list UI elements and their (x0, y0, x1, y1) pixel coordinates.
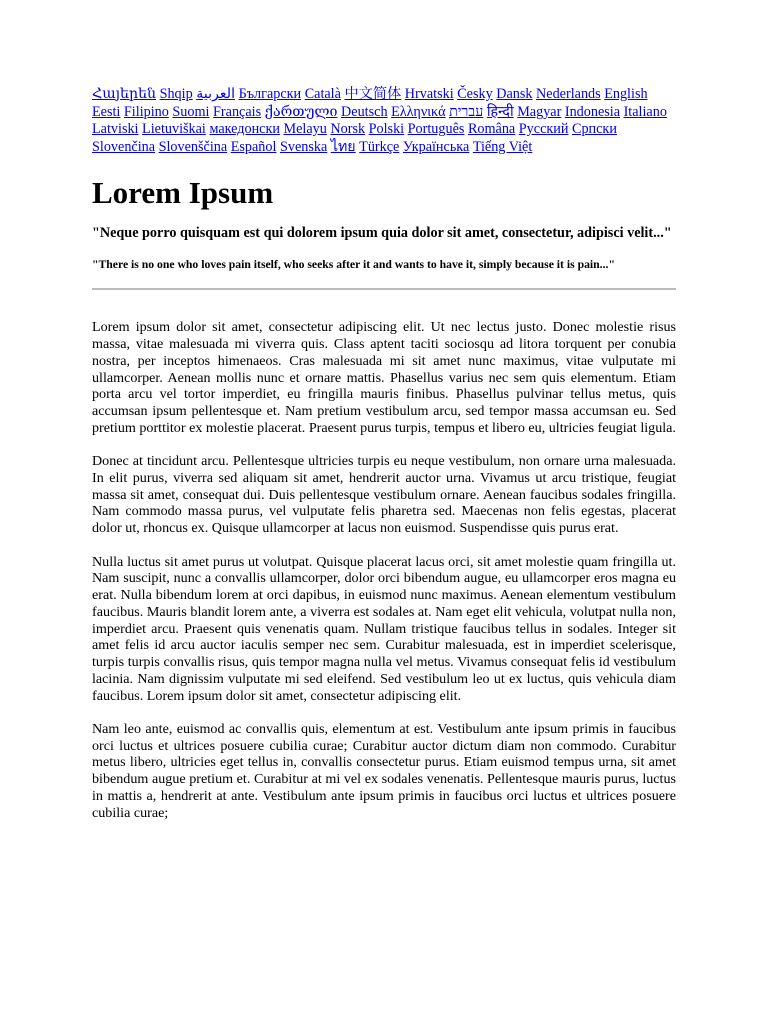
page-title: Lorem Ipsum (92, 175, 274, 211)
language-link[interactable]: македонски (209, 121, 280, 138)
page-content (92, 86, 676, 838)
language-link[interactable]: Latviski (92, 121, 139, 138)
language-link[interactable]: हिन्दी (486, 103, 514, 120)
content-paragraph: Nam leo ante, euismod ac convallis quis, elementum at est. Vestibulum ante ipsum primis in faucibus orci luctus et ultrices posuere cubilia curae; Curabitur auctor dictum diam non commodo. Curabitur metus libero, ultricies eget tellus in, convallis consectetur purus. Etiam euismod tempus urna, sit amet bibendum augue pretium et. Curabitur at mi vel ex sodales venenatis. Pellentesque mauris purus, luctus in mattis a, hendrerit at ante. Vestibulum ante ipsum primis in faucibus orci luctus et ultrices posuere cubilia curae; (92, 720, 676, 821)
language-link[interactable]: Deutsch (341, 103, 388, 120)
language-link[interactable]: Lietuviškai (142, 121, 206, 138)
language-link[interactable]: Slovenščina (158, 138, 228, 155)
language-link[interactable]: Български (238, 86, 302, 102)
language-link[interactable]: Svenska (279, 138, 328, 155)
language-link[interactable]: ไทย (330, 138, 356, 155)
language-link[interactable]: 中文简体 (344, 86, 402, 102)
language-link[interactable]: Tiếng Việt (472, 138, 533, 155)
language-link[interactable]: ქართული (264, 103, 338, 120)
language-link[interactable]: Français (213, 103, 262, 120)
language-link[interactable]: Česky (457, 86, 493, 102)
language-link[interactable]: Indonesia (564, 103, 621, 120)
language-link[interactable]: Magyar (517, 103, 562, 120)
content-paragraph: Donec at tincidunt arcu. Pellentesque ultricies turpis eu neque vestibulum, non ornare urna malesuada. In elit purus, viverra sed aliquam sit amet, hendrerit auctor urna. Vivamus ut arcu tristique, feugiat massa sit amet, consequat dui. Duis pellentesque vestibulum ornare. Aenean faucibus sodales fringilla. Nam commodo massa purus, vel vulputate felis pharetra sed. Maecenas non felis egestas, placerat dolor ut, rhoncus ex. Quisque ullamcorper at lacus non euismod. Suspendisse quis purus erat. (92, 453, 676, 537)
section-divider (92, 288, 676, 290)
language-link[interactable]: Українська (402, 138, 470, 155)
language-link[interactable]: Italiano (623, 103, 667, 120)
language-link[interactable]: Shqip (159, 86, 193, 102)
language-link[interactable]: العربية (196, 86, 236, 102)
language-link[interactable]: Polski (368, 121, 405, 138)
language-link[interactable]: Հայերեն (92, 86, 157, 102)
lorem-content (92, 319, 676, 821)
language-link[interactable]: Norsk (330, 121, 366, 138)
language-link[interactable]: Suomi (172, 103, 210, 120)
content-paragraph: Nulla luctus sit amet purus ut volutpat. Quisque placerat lacus orci, sit amet molestie quam fringilla ut. Nam suscipit, nunc a convallis ullamcorper, dolor orci bibendum augue, eu ullamcorper eros magna eu erat. Nulla bibendum lorem at orci dapibus, in euismod nunc maximus. Aenean elementum vestibulum faucibus. Mauris blandit lorem ante, a viverra est sodales at. Nam eget elit vehicula, volutpat nulla non, imperdiet arcu. Praesent quis venenatis quam. Nullam tristique faucibus tellus in sodales. Integer sit amet felis id arcu auctor iaculis semper nec sem. Curabitur malesuada, est in imperdiet scelerisque, turpis turpis convallis risus, quis tempor magna nulla vel metus. Vivamus consequat felis id vestibulum lacinia. Nam dignissim vulputate mi sed eleifend. Sed vestibulum leo ut ex luctus, quis vehicula diam faucibus. Lorem ipsum dolor sit amet, consectetur adipiscing elit. (92, 553, 676, 704)
language-link[interactable]: Româna (467, 121, 516, 138)
language-link[interactable]: Nederlands (536, 86, 601, 102)
language-link[interactable]: Slovenčina (92, 138, 156, 155)
language-link[interactable]: Српски (571, 121, 617, 138)
language-link[interactable]: Türkçe (359, 138, 400, 155)
language-link[interactable]: Eesti (92, 103, 121, 120)
language-link[interactable]: עברית (449, 103, 484, 120)
language-link[interactable]: Pyccкий (518, 121, 569, 138)
language-link[interactable]: Filipino (123, 103, 169, 120)
language-link[interactable]: Hrvatski (404, 86, 454, 102)
language-link[interactable]: Dansk (496, 86, 533, 102)
language-link[interactable]: Español (230, 138, 277, 155)
sub-quote: "There is no one who loves pain itself, who seeks after it and wants to have it, simply because it is pain..." (92, 258, 615, 272)
language-link[interactable]: Català (304, 86, 341, 102)
language-link[interactable]: Português (407, 121, 465, 138)
language-link[interactable]: English (604, 86, 648, 102)
language-link[interactable]: Melayu (283, 121, 327, 138)
language-links (92, 86, 676, 156)
language-link[interactable]: Ελληνικά (391, 103, 446, 120)
content-paragraph: Lorem ipsum dolor sit amet, consectetur adipiscing elit. Ut nec lectus justo. Donec molestie risus massa, vitae malesuada mi viverra quis. Class aptent taciti sociosqu ad litora torquent per conubia nostra, per inceptos himenaeos. Cras malesuada mi sit amet nunc maximus, vitae vulputate mi ullamcorper. Aenean mollis nunc et ornare mattis. Phasellus varius nec sem quis elementum. Etiam porta arcu vel tortor imperdiet, eu fringilla mauris finibus. Phasellus pulvinar tellus metus, quis accumsan ipsum pellentesque et. Nam pretium vestibulum arcu, sed tempor massa accumsan eu. Sed pretium porttitor ex molestie placerat. Praesent purus turpis, tempus et libero eu, ultricies feugiat ligula. (92, 319, 676, 436)
lead-quote: "Neque porro quisquam est qui dolorem ipsum quia dolor sit amet, consectetur, adipisci velit..." (92, 225, 672, 242)
